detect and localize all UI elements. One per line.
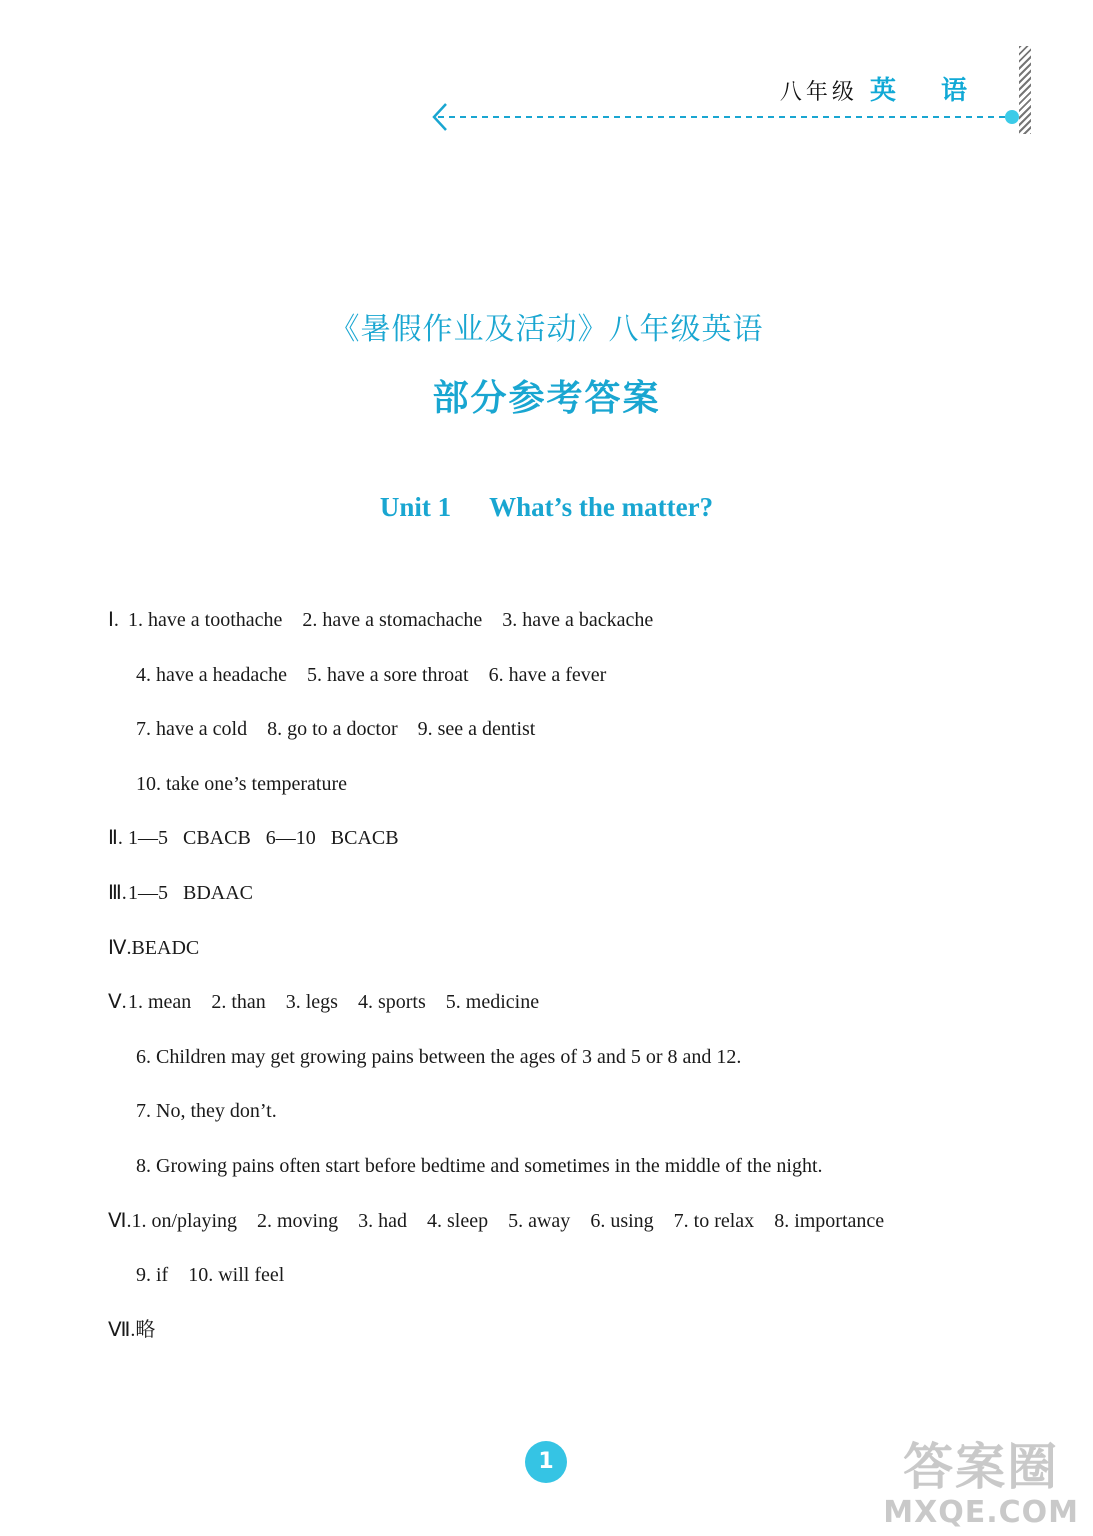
answer-item: 3. have a backache — [502, 609, 654, 631]
corner-hatch-decoration — [1019, 46, 1031, 134]
answer-item: 9. if — [136, 1264, 169, 1287]
header-subject: 英 语 — [869, 76, 985, 106]
answer-item: 5. away — [508, 1209, 571, 1232]
answer-sentence: 6. Children may get growing pains between the ages of 3 and 5 or 8 and 12. — [136, 1045, 742, 1068]
section-5-line-2 — [108, 1041, 1008, 1096]
section-5-line-1 — [108, 986, 1008, 1041]
answer-list — [108, 604, 1008, 1368]
header-dashed-arrow-line — [428, 100, 1028, 134]
answer-item: 10. take one’s temperature — [136, 772, 348, 795]
section-2 — [108, 822, 1008, 877]
section-6-line-2 — [108, 1259, 1008, 1314]
answer-text: 略 — [135, 1318, 156, 1341]
answer-item: 7. to relax — [673, 1209, 755, 1232]
section-7 — [108, 1314, 1008, 1369]
answer-item: 5. medicine — [445, 991, 540, 1014]
section-label: Ⅶ. — [108, 1318, 136, 1341]
answer-item: 5. have a sore throat — [307, 663, 469, 686]
watermark-text: 答案圈 — [903, 1438, 1060, 1496]
answer-text: BEADC — [131, 936, 200, 959]
section-1-line-1 — [108, 604, 1008, 659]
answer-item: 2. have a stomachache — [302, 609, 483, 631]
section-6-line-1 — [108, 1205, 1008, 1260]
answer-text: 1—5 CBACB 6—10 BCACB — [128, 827, 399, 850]
answer-item: 3. legs — [285, 991, 338, 1014]
header-grade: 八年级 — [779, 80, 858, 105]
section-label: Ⅲ. — [108, 881, 127, 904]
section-5-line-4 — [108, 1150, 1008, 1205]
watermark-logo — [883, 1438, 1079, 1530]
section-label: Ⅴ. — [108, 991, 127, 1014]
answer-text: 1—5 BDAAC — [128, 881, 254, 904]
section-label: Ⅱ. — [108, 827, 123, 850]
answer-item: 9. see a dentist — [417, 718, 536, 741]
section-1-line-2 — [108, 659, 1008, 714]
section-label: Ⅵ. — [108, 1209, 132, 1232]
section-1-line-3 — [108, 713, 1008, 768]
answer-item: 1. have a toothache — [128, 609, 283, 631]
section-label: Ⅰ. — [108, 609, 119, 631]
unit-name: What’s the matter? — [489, 492, 714, 522]
answer-item: 2. than — [211, 991, 266, 1014]
answer-item: 8. go to a doctor — [267, 718, 398, 741]
answer-item: 1. on/playing — [131, 1209, 237, 1232]
answer-sentence: 8. Growing pains often start before bedtime and sometimes in the middle of the night. — [136, 1154, 823, 1177]
answer-item: 4. have a headache — [136, 663, 288, 686]
section-4 — [108, 932, 1008, 987]
answer-item: 10. will feel — [188, 1264, 285, 1287]
section-3 — [108, 877, 1008, 932]
page-number-badge: 1 — [525, 1441, 567, 1483]
answer-item: 4. sports — [357, 991, 426, 1014]
answer-item: 7. have a cold — [136, 718, 248, 741]
unit-heading — [0, 492, 1093, 523]
answer-item: 4. sleep — [427, 1209, 489, 1232]
answer-item: 2. moving — [257, 1209, 339, 1232]
section-label: Ⅳ. — [108, 936, 132, 959]
section-1-line-4 — [108, 768, 1008, 823]
answer-item: 1. mean — [128, 991, 192, 1014]
answer-sentence: 7. No, they don’t. — [136, 1100, 277, 1123]
section-5-line-3 — [108, 1095, 1008, 1150]
document-subtitle: 部分参考答案 — [432, 378, 661, 419]
answer-item: 8. importance — [774, 1209, 885, 1232]
unit-number: Unit 1 — [379, 492, 452, 522]
answer-item: 6. using — [590, 1209, 654, 1232]
watermark-url: MXQE.COM — [883, 1495, 1079, 1530]
answer-item: 6. have a fever — [488, 663, 607, 686]
document-title: 《暑假作业及活动》八年级英语 — [329, 312, 764, 347]
answer-item: 3. had — [358, 1209, 408, 1232]
